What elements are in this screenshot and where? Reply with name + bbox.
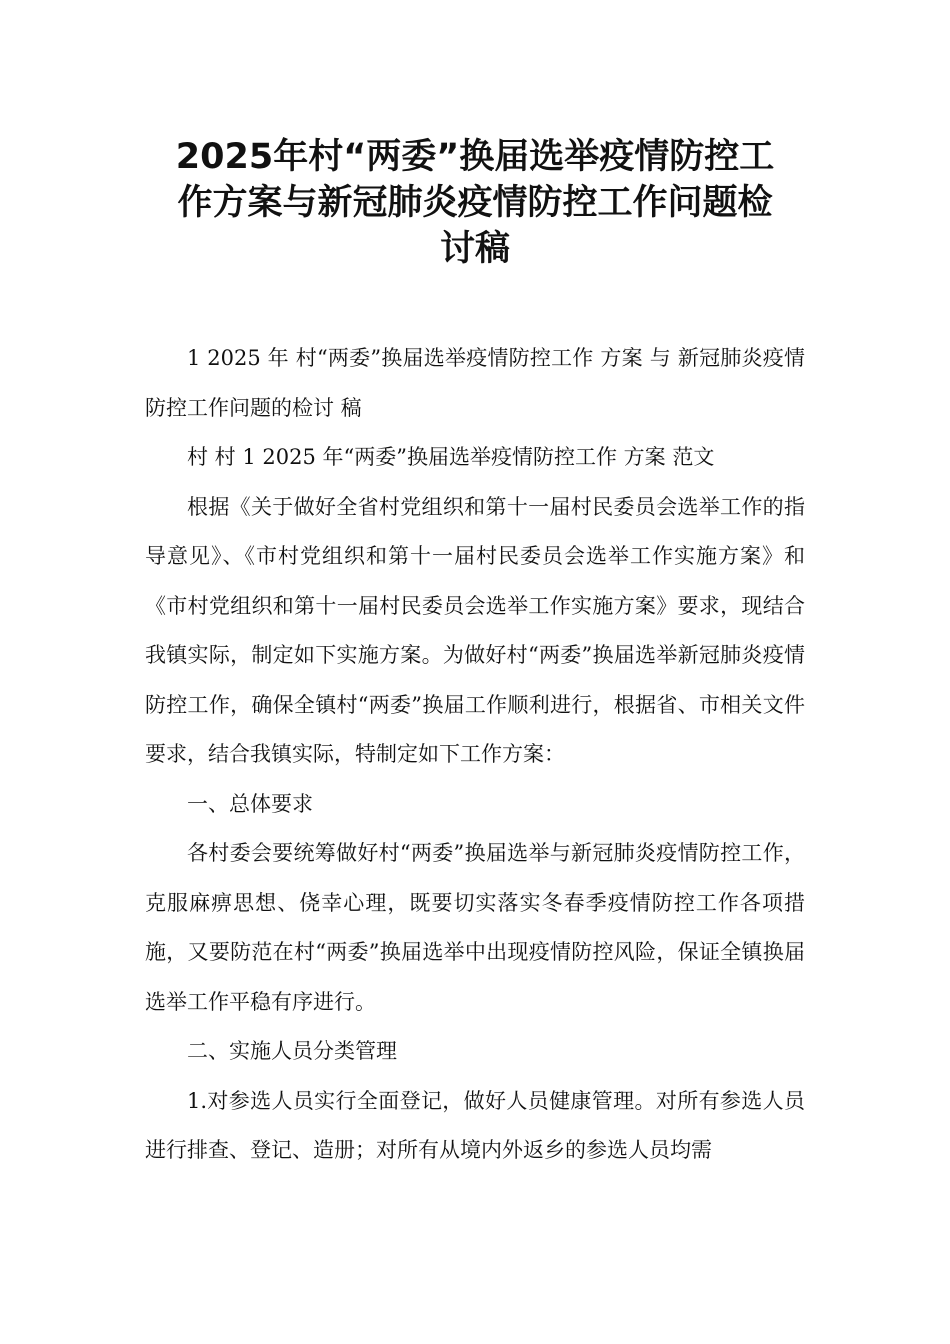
title-line-2: 作方案与新冠肺炎疫情防控工作问题检 [177,183,773,223]
section-heading-personnel-management: 二、实施人员分类管理 [187,1039,397,1063]
paragraph-subtitle: 村 村 1 2025 年“两委”换届选举疫情防控工作 方案 范文 [187,445,715,469]
paragraph-personnel-registration: 1.对参选人员实行全面登记，做好人员健康管理。对所有参选人员进行排查、登记、造册；对所有从境内外返乡的参选人员均需 [145,1088,805,1162]
document-title [145,134,805,272]
title-line-1: 2025年村“两委”换届选举疫情防控工 [175,137,775,177]
paragraph-intro: 根据《关于做好全省村党组织和第十一届村民委员会选举工作的指导意见》、《市村党组织和第十一届村民委员会选举工作实施方案》和《市村党组织和第十一届村民委员会选举工作实施方案》要求，现结合我镇实际，制定如下实施方案。为做好村“两委”换届选举新冠肺炎疫情防控工作，确保全镇村“两委”换届工作顺利进行，根据省、市相关文件要求，结合我镇实际，特制定如下工作方案： [145,494,805,766]
section-heading-general-requirements: 一、总体要求 [187,791,313,816]
title-line-3: 讨稿 [439,229,510,269]
paragraph-heading-line: 1 2025 年 村“两委”换届选举疫情防控工作 方案 与 新冠肺炎疫情防控工作问题的检讨 稿 [145,346,805,420]
paragraph-general-requirements: 各村委会要统筹做好村“两委”换届选举与新冠肺炎疫情防控工作，克服麻痹思想、侥幸心理，既要切实落实冬春季疫情防控工作各项措施，又要防范在村“两委”换届选举中出现疫情防控风险，保证全镇换届选举工作平稳有序进行。 [145,841,805,1014]
document-body [145,334,805,1176]
